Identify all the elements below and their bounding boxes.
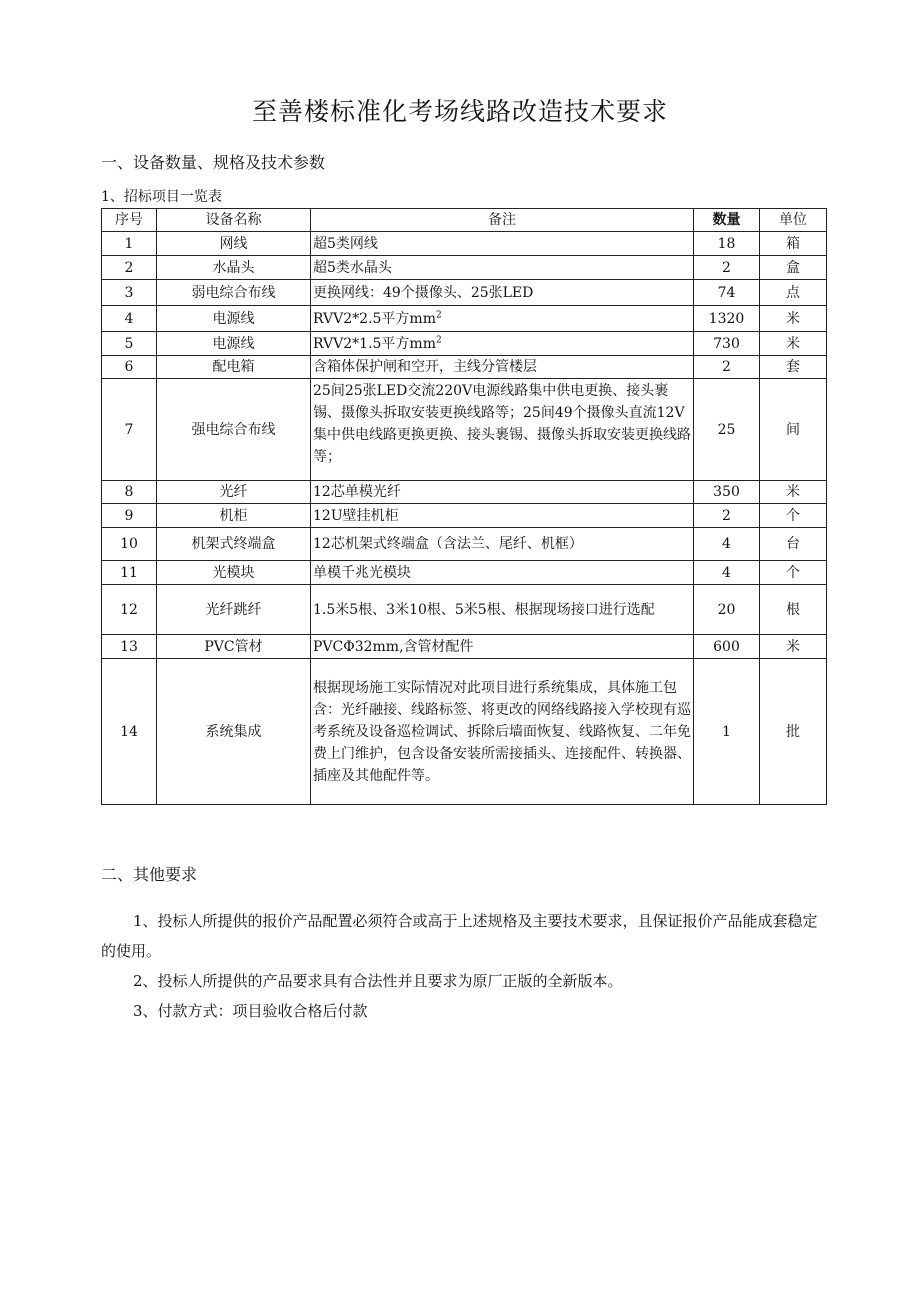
table-row bbox=[102, 481, 827, 504]
cell-unit: 台 bbox=[760, 528, 827, 561]
cell-unit: 批 bbox=[760, 659, 827, 805]
cell-name: 光纤 bbox=[157, 481, 311, 504]
section-2-heading: 二、其他要求 bbox=[101, 865, 198, 884]
cell-unit: 个 bbox=[760, 561, 827, 585]
cell-name: 机柜 bbox=[157, 504, 311, 528]
superscript: 2 bbox=[436, 309, 442, 320]
table-row bbox=[102, 379, 827, 481]
cell-qty: 4 bbox=[694, 561, 760, 585]
table-header-row bbox=[102, 209, 827, 232]
cell-qty: 2 bbox=[694, 356, 760, 379]
cell-unit: 点 bbox=[760, 280, 827, 306]
table-caption: 1、招标项目一览表 bbox=[101, 189, 222, 205]
cell-seq: 10 bbox=[102, 528, 157, 561]
cell-name: 网线 bbox=[157, 232, 311, 256]
cell-name: 弱电综合布线 bbox=[157, 280, 311, 306]
cell-note: 12芯单模光纤 bbox=[311, 481, 694, 504]
superscript: 2 bbox=[436, 334, 442, 345]
cell-unit: 米 bbox=[760, 635, 827, 659]
table-row bbox=[102, 306, 827, 332]
table-row bbox=[102, 232, 827, 256]
table-row bbox=[102, 561, 827, 585]
cell-note: 含箱体保护闸和空开，主线分管楼层 bbox=[311, 356, 694, 379]
cell-name: 电源线 bbox=[157, 332, 311, 356]
cell-qty: 20 bbox=[694, 585, 760, 635]
cell-note: 超5类网线 bbox=[311, 232, 694, 256]
header-seq: 序号 bbox=[102, 209, 157, 232]
cell-seq: 9 bbox=[102, 504, 157, 528]
cell-seq: 2 bbox=[102, 256, 157, 280]
table-row bbox=[102, 332, 827, 356]
bid-items-table bbox=[101, 208, 827, 805]
cell-seq: 4 bbox=[102, 306, 157, 332]
cell-qty: 1320 bbox=[694, 306, 760, 332]
cell-name: 配电箱 bbox=[157, 356, 311, 379]
cell-note-text: RVV2*2.5平方mm bbox=[313, 310, 436, 327]
header-qty: 数量 bbox=[694, 209, 760, 232]
cell-note-text: RVV2*1.5平方mm bbox=[313, 335, 436, 352]
cell-qty: 730 bbox=[694, 332, 760, 356]
cell-unit: 盒 bbox=[760, 256, 827, 280]
cell-note bbox=[311, 332, 694, 356]
cell-qty: 2 bbox=[694, 504, 760, 528]
cell-unit: 根 bbox=[760, 585, 827, 635]
table-row bbox=[102, 504, 827, 528]
cell-name: 强电综合布线 bbox=[157, 379, 311, 481]
cell-note: 12U壁挂机柜 bbox=[311, 504, 694, 528]
cell-note bbox=[311, 379, 694, 481]
document-title: 至善楼标准化考场线路改造技术要求 bbox=[251, 97, 668, 126]
table-row bbox=[102, 635, 827, 659]
cell-name: 系统集成 bbox=[157, 659, 311, 805]
table-row bbox=[102, 356, 827, 379]
cell-qty: 74 bbox=[694, 280, 760, 306]
cell-note: 根据现场施工实际情况对此项目进行系统集成，具体施工包含：光纤融接、线路标签、将更改的网络线路接入学校现有巡考系统及设备巡检调试、拆除后墙面恢复、线路恢复、二年免费上门维护，包含设备安装所需接插头、连接配件、转换器、插座及其他配件等。 bbox=[311, 659, 694, 805]
header-note: 备注 bbox=[311, 209, 694, 232]
cell-unit: 米 bbox=[760, 481, 827, 504]
table-row bbox=[102, 585, 827, 635]
requirement-paragraph: 3、付款方式：项目验收合格后付款 bbox=[133, 1002, 368, 1020]
cell-seq: 13 bbox=[102, 635, 157, 659]
cell-seq: 6 bbox=[102, 356, 157, 379]
cell-name: PVC管材 bbox=[157, 635, 311, 659]
cell-name: 光纤跳纤 bbox=[157, 585, 311, 635]
cell-seq: 11 bbox=[102, 561, 157, 585]
table-row bbox=[102, 280, 827, 306]
cell-seq: 5 bbox=[102, 332, 157, 356]
cell-note: 超5类水晶头 bbox=[311, 256, 694, 280]
cell-name: 机架式终端盒 bbox=[157, 528, 311, 561]
cell-qty: 600 bbox=[694, 635, 760, 659]
cell-note: 单模千兆光模块 bbox=[311, 561, 694, 585]
cell-name: 电源线 bbox=[157, 306, 311, 332]
cell-unit: 间 bbox=[760, 379, 827, 481]
requirement-paragraph: 1、投标人所提供的报价产品配置必须符合或高于上述规格及主要技术要求，且保证报价产品能成套稳定的使用。 bbox=[101, 912, 818, 960]
cell-seq: 7 bbox=[102, 379, 157, 481]
cell-qty: 4 bbox=[694, 528, 760, 561]
cell-unit: 米 bbox=[760, 332, 827, 356]
header-unit: 单位 bbox=[760, 209, 827, 232]
cell-unit: 米 bbox=[760, 306, 827, 332]
table-row bbox=[102, 256, 827, 280]
cell-note-text: 25间25张LED交流220V电源线路集中供电更换、接头裹锡、摄像头拆取安装更换线路等；25间49个摄像头直流12V集中供电线路更换更换、接头裹锡、摄像头拆取安装更换线路等； bbox=[313, 382, 691, 465]
cell-name: 光模块 bbox=[157, 561, 311, 585]
cell-note: 12芯机架式终端盒（含法兰、尾纤、机框） bbox=[311, 528, 694, 561]
cell-qty: 2 bbox=[694, 256, 760, 280]
cell-name: 水晶头 bbox=[157, 256, 311, 280]
cell-seq: 8 bbox=[102, 481, 157, 504]
cell-note: PVCΦ32mm,含管材配件 bbox=[311, 635, 694, 659]
cell-note: 更换网线：49个摄像头、25张LED bbox=[311, 280, 694, 306]
cell-note bbox=[311, 306, 694, 332]
requirement-paragraph: 2、投标人所提供的产品要求具有合法性并且要求为原厂正版的全新版本。 bbox=[133, 972, 623, 990]
cell-qty: 350 bbox=[694, 481, 760, 504]
cell-seq: 3 bbox=[102, 280, 157, 306]
cell-note: 1.5米5根、3米10根、5米5根、根据现场接口进行选配 bbox=[311, 585, 694, 635]
cell-qty: 18 bbox=[694, 232, 760, 256]
table-row bbox=[102, 528, 827, 561]
cell-seq: 12 bbox=[102, 585, 157, 635]
header-name: 设备名称 bbox=[157, 209, 311, 232]
cell-unit: 个 bbox=[760, 504, 827, 528]
cell-seq: 14 bbox=[102, 659, 157, 805]
section-1-heading: 一、设备数量、规格及技术参数 bbox=[101, 153, 326, 172]
cell-seq: 1 bbox=[102, 232, 157, 256]
table-row bbox=[102, 659, 827, 805]
cell-qty: 1 bbox=[694, 659, 760, 805]
cell-qty: 25 bbox=[694, 379, 760, 481]
cell-unit: 套 bbox=[760, 356, 827, 379]
cell-unit: 箱 bbox=[760, 232, 827, 256]
